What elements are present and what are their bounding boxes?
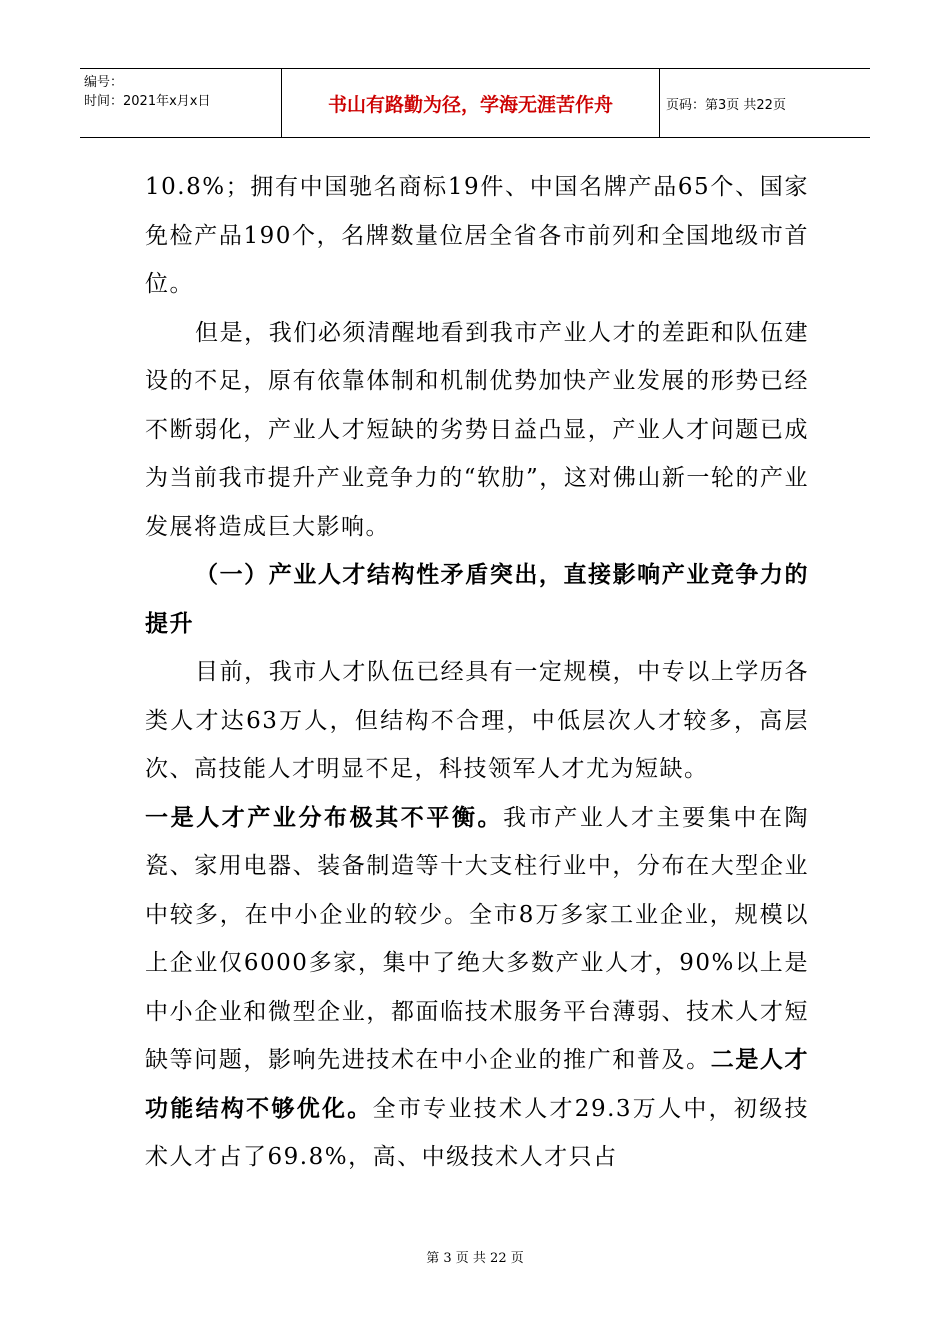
- paragraph: 目前，我市人才队伍已经具有一定规模，中专以上学历各类人才达63万人，但结构不合理，中低层次人才较多，高层次、高技能人才明显不足，科技领军人才尤为短缺。: [145, 659, 809, 782]
- serial-number-label: 编号：: [84, 75, 124, 90]
- bold-point-1: 一是人才产业分布极其不平衡。: [145, 803, 504, 831]
- document-body: [145, 163, 809, 1182]
- bold-point-2: 二是人才功能结构不够优化。: [145, 1046, 810, 1122]
- header-page-number: 页码：第3页 共22页: [666, 97, 786, 113]
- paragraph: 但是，我们必须清醒地看到我市产业人才的差距和队伍建设的不足，原有依靠体制和机制优势加快产业发展的形势已经不断弱化，产业人才短缺的劣势日益凸显，产业人才问题已成为当前我市提升产业竞争力的“软肋”，这对佛山新一轮的产业发展将造成巨大影响。: [145, 319, 809, 540]
- section-heading: （一）产业人才结构性矛盾突出，直接影响产业竞争力的提升: [145, 561, 809, 637]
- document-header: [80, 68, 870, 138]
- paragraph: [145, 794, 809, 1182]
- header-motto: 书山有路勤为径，学海无涯苦作舟: [282, 69, 660, 137]
- date-label: 时间：2021年x月x日: [84, 94, 211, 109]
- paragraph-continuation: 10.8%；拥有中国驰名商标19件、中国名牌产品65个、国家免检产品190个，名牌数量位居全省各市前列和全国地级市首位。: [145, 174, 809, 297]
- header-meta: [80, 69, 282, 137]
- page-footer: 第 3 页 共 22 页: [426, 1251, 524, 1266]
- point-2-text: 全市专业技术人才29.3万人中，初级技术人才占了69.8%，高、中级技术人才只占: [145, 1095, 809, 1170]
- point-1-text: 我市产业人才主要集中在陶瓷、家用电器、装备制造等十大支柱行业中，分布在大型企业中较多，在中小企业的较少。全市8万多家工业企业，规模以上企业仅6000多家，集中了绝大多数产业人才，90%以上是中小企业和微型企业，都面临技术服务平台薄弱、技术人才短缺等问题，影响先进技术在中小企业的推广和普及。: [145, 804, 810, 1073]
